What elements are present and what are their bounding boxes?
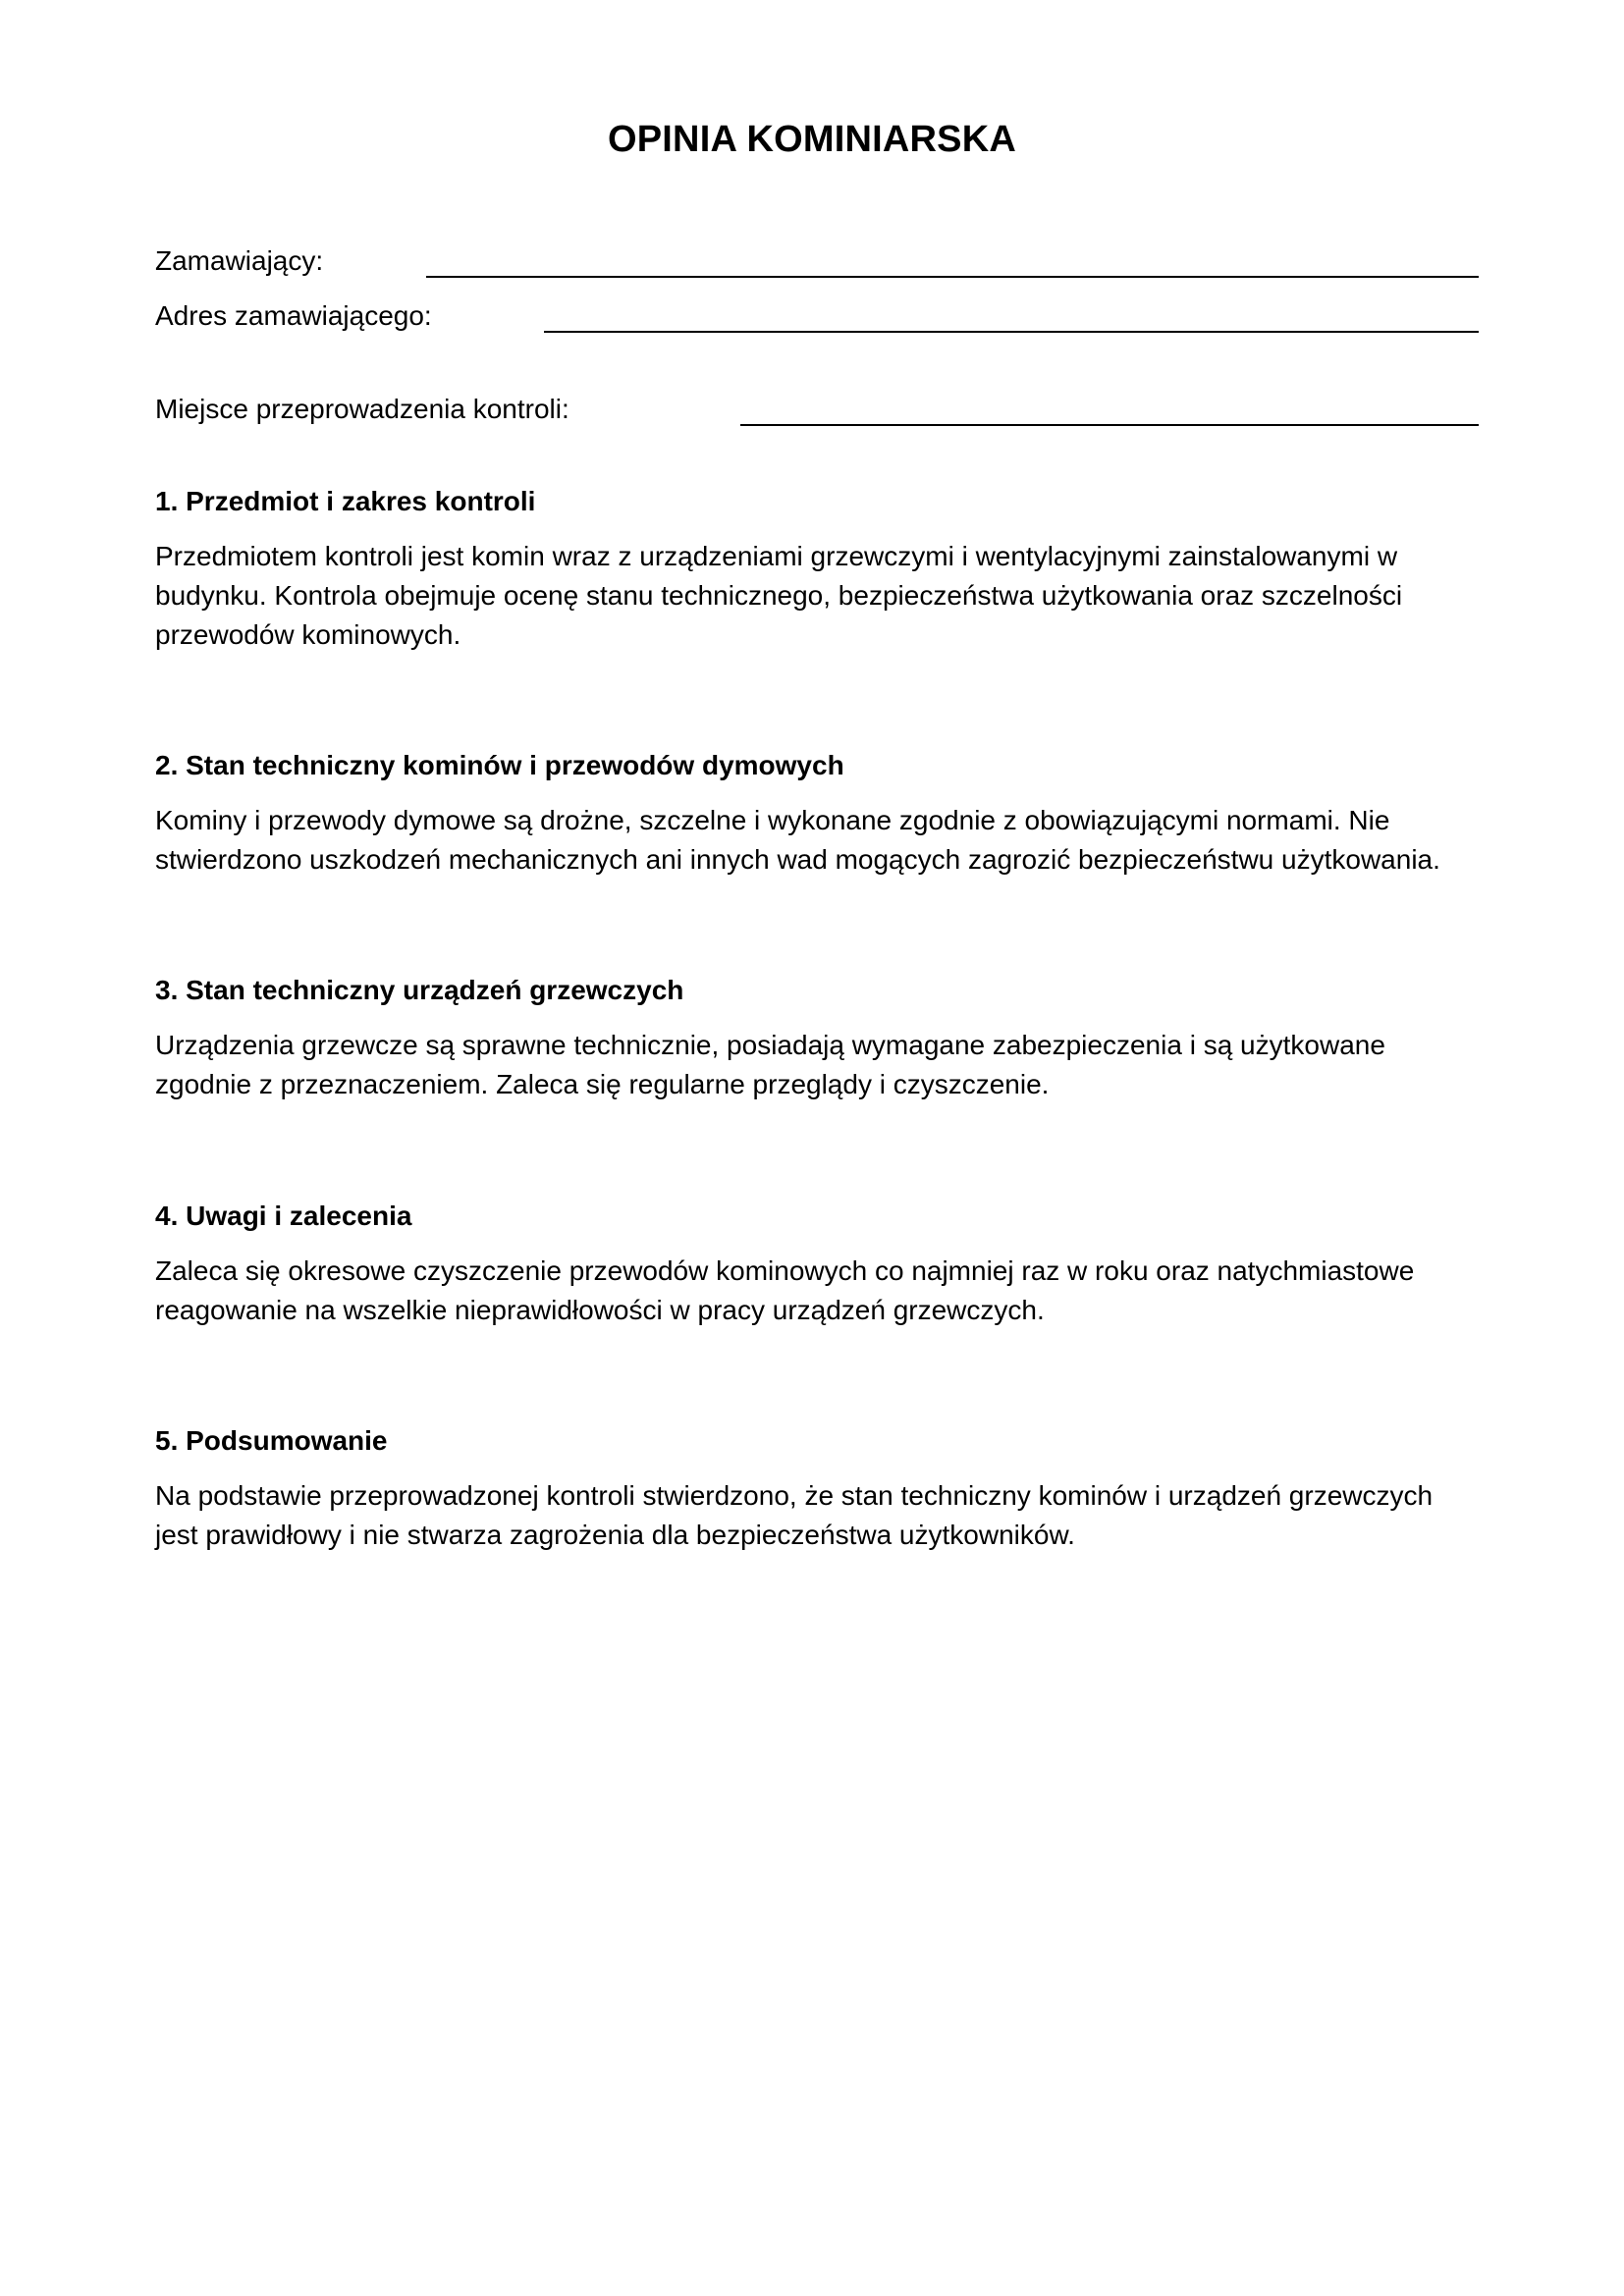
client-address-field [155, 298, 1479, 338]
section-body: Zaleca się okresowe czyszczenie przewodów kominowych co najmniej raz w roku oraz natychmiastowe reagowanie na wszelkie nieprawidłowości w pracy urządzeń grzewczych. [155, 1255, 1415, 1325]
client-address-label: Adres zamawiającego: [155, 300, 432, 331]
section-chimney-condition [155, 748, 1471, 880]
inspection-place-label: Miejsce przeprowadzenia kontroli: [155, 394, 569, 424]
section-body: Przedmiotem kontroli jest komin wraz z urządzeniami grzewczymi i wentylacyjnymi zainstalowanymi w budynku. Kontrola obejmuje ocenę stanu technicznego, bezpieczeństwa użytkowania oraz szczelności przewodów kominowych. [155, 541, 1403, 650]
section-body: Kominy i przewody dymowe są drożne, szczelne i wykonane zgodnie z obowiązującymi normami. Nie stwierdzono uszkodzeń mechanicznych ani innych wad mogących zagrozić bezpieczeństwu użytkowania. [155, 805, 1440, 875]
section-heading: 5. Podsumowanie [155, 1425, 388, 1456]
client-field [155, 243, 1479, 283]
section-heading: 2. Stan techniczny kominów i przewodów dymowych [155, 750, 844, 780]
document-title: OPINIA KOMINIARSKA [608, 119, 1016, 160]
client-address-input-line[interactable] [544, 331, 1479, 333]
section-heading: 3. Stan techniczny urządzeń grzewczych [155, 975, 684, 1005]
section-summary [155, 1423, 1471, 1555]
section-body: Na podstawie przeprowadzonej kontroli stwierdzono, że stan techniczny kominów i urządzeń grzewczych jest prawidłowy i nie stwarza zagrożenia dla bezpieczeństwa użytkowników. [155, 1480, 1434, 1550]
inspection-place-input-line[interactable] [740, 424, 1479, 426]
section-subject-scope [155, 484, 1471, 655]
section-heating-devices [155, 973, 1471, 1104]
section-remarks [155, 1199, 1471, 1330]
inspection-place-field [155, 392, 1479, 431]
section-heading: 1. Przedmiot i zakres kontroli [155, 486, 536, 516]
section-heading: 4. Uwagi i zalecenia [155, 1201, 412, 1231]
section-body: Urządzenia grzewcze są sprawne technicznie, posiadają wymagane zabezpieczenia i są użytkowane zgodnie z przeznaczeniem. Zaleca się regularne przeglądy i czyszczenie. [155, 1030, 1385, 1099]
client-input-line[interactable] [426, 276, 1479, 278]
client-label: Zamawiający: [155, 245, 324, 276]
